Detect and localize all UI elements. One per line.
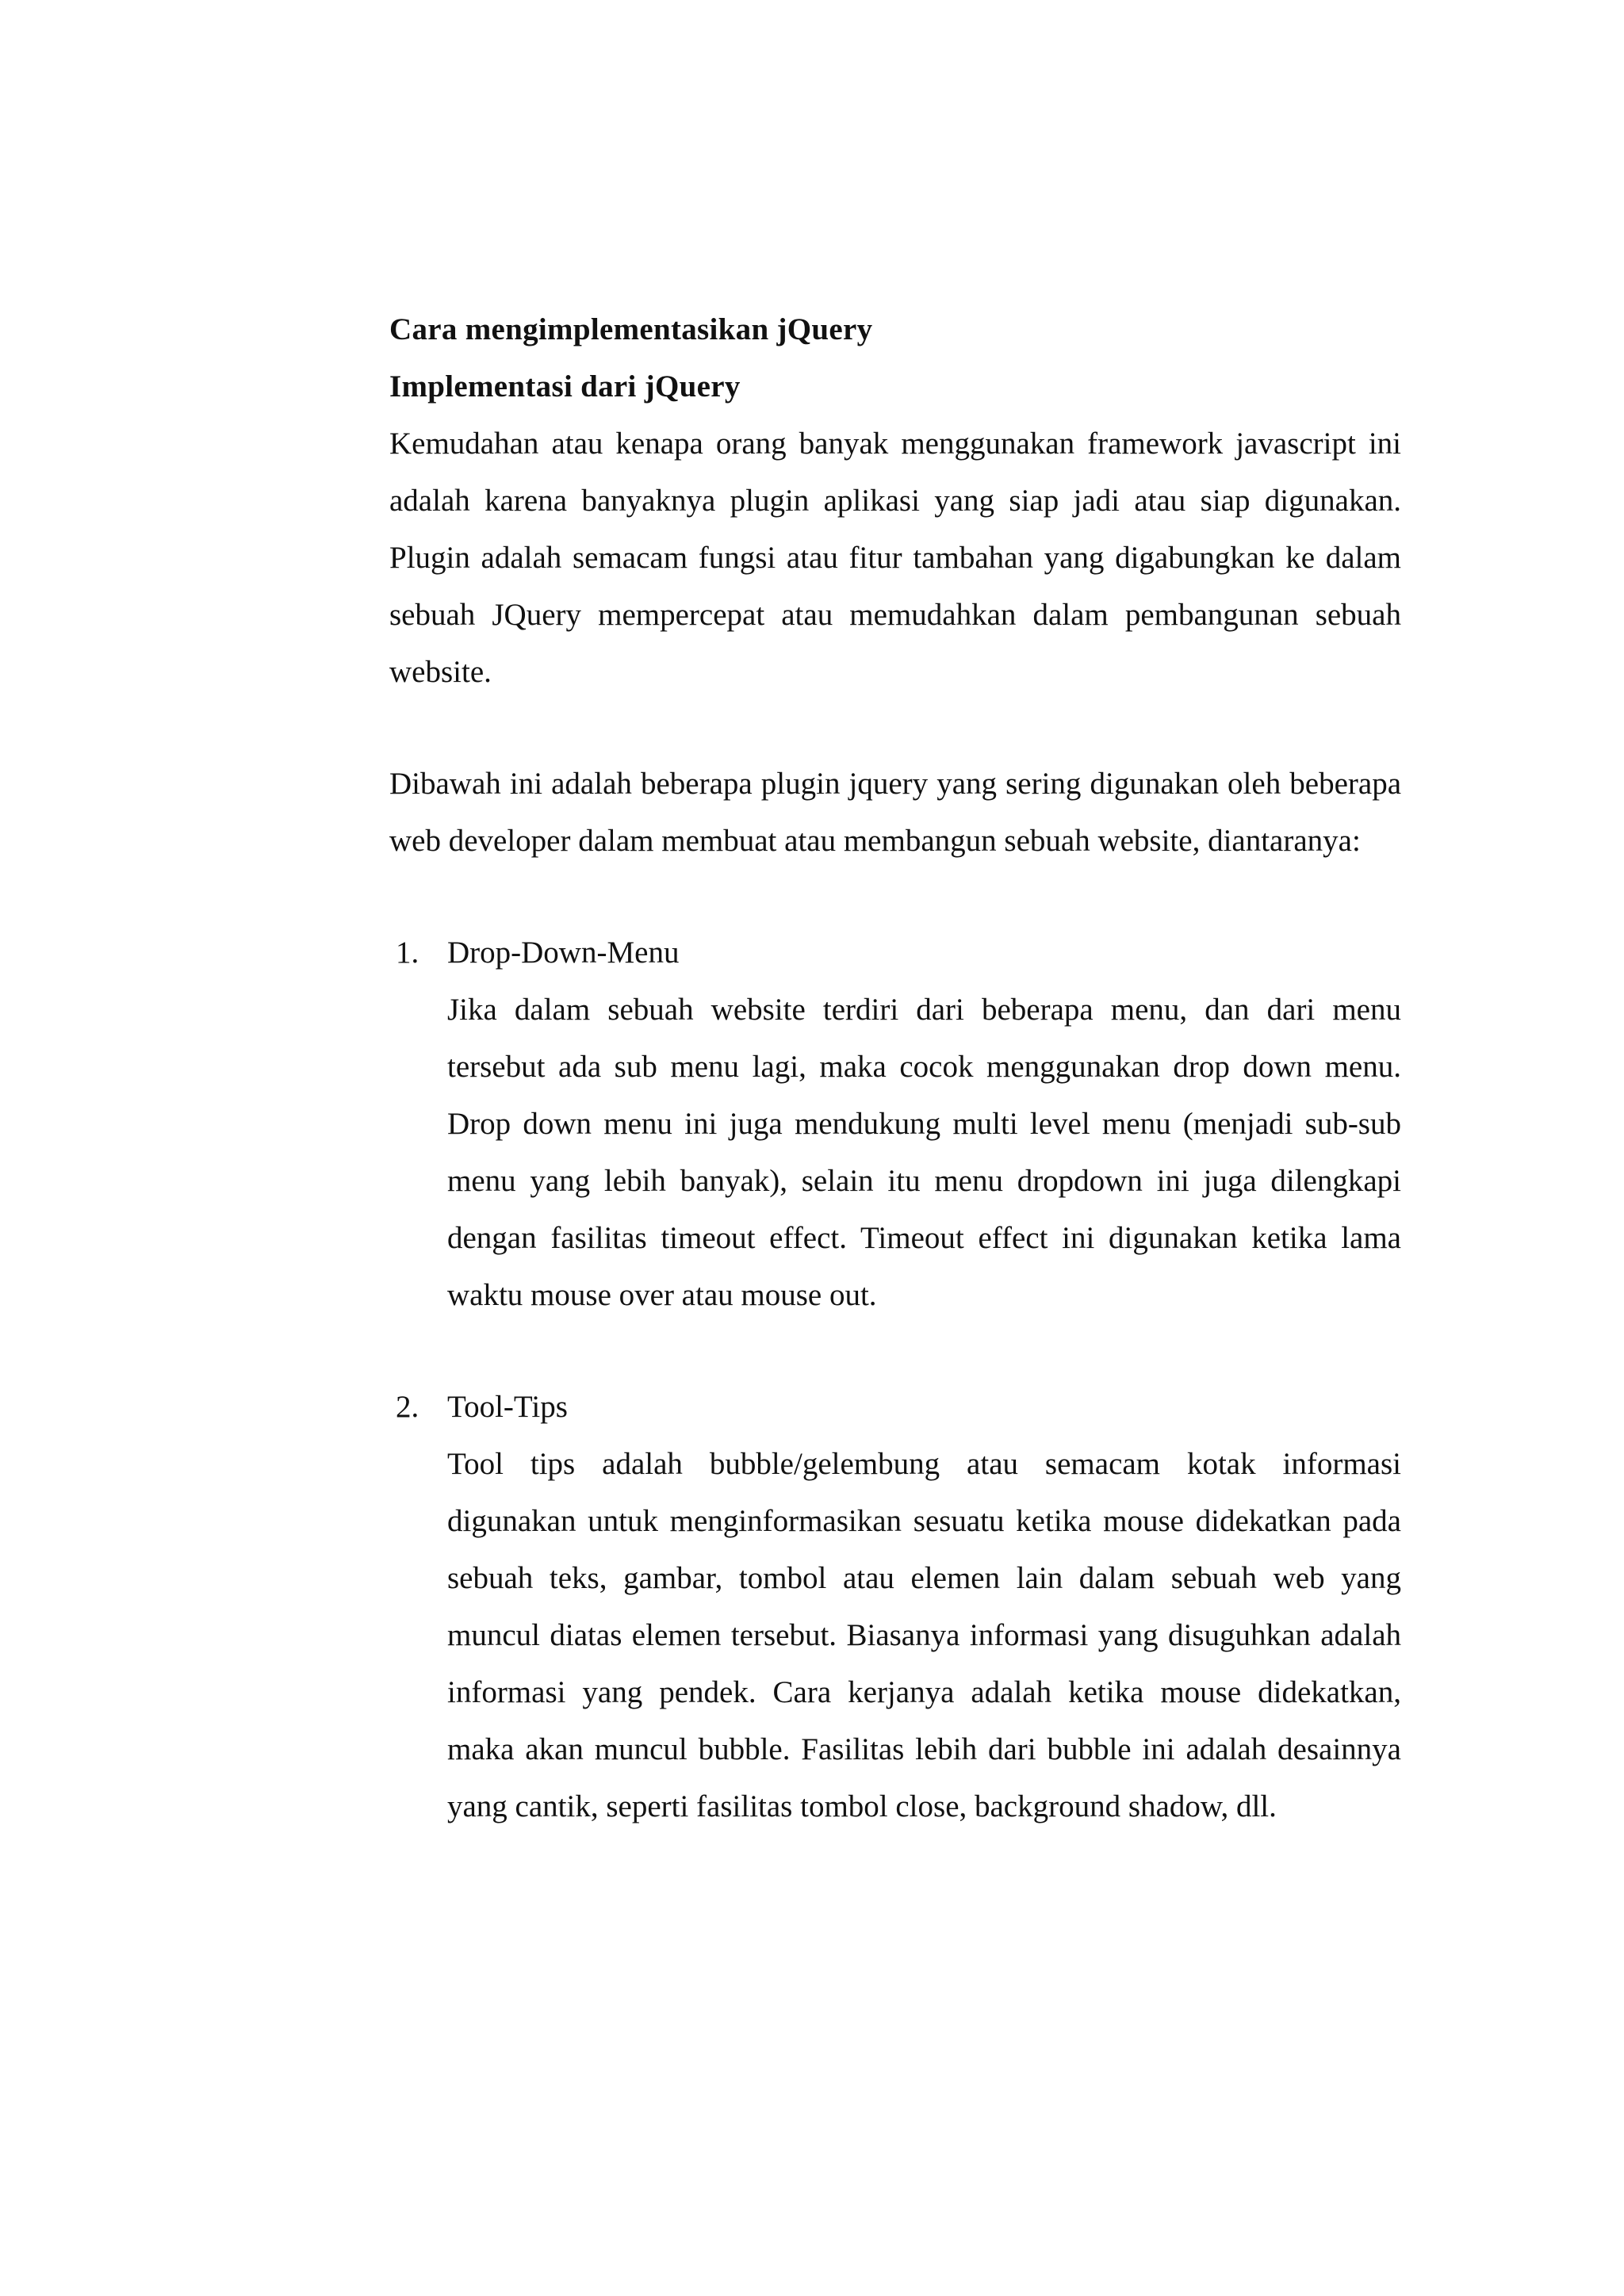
list-item-number: 1. [396,936,419,970]
plugins-intro-paragraph: Dibawah ini adalah beberapa plugin jquery yang sering digunakan oleh beberapa web developer dalam membuat atau membangun sebuah website, diantaranya: [389,767,1401,858]
list-item-title: Drop-Down-Menu [447,936,680,970]
list-item [389,1379,1401,1835]
list-item-number: 2. [396,1390,419,1424]
list-item-body: Jika dalam sebuah website terdiri dari beberapa menu, dan dari menu tersebut ada sub menu lagi, maka cocok menggunakan drop down menu. Drop down menu ini juga mendukung multi level menu (menjadi sub-sub menu yang lebih banyak), selain itu menu dropdown ini juga dilengkapi dengan fasilitas timeout effect. Timeout effect ini digunakan ketika lama waktu mouse over atau mouse out. [447,993,1401,1312]
subsection-heading: Implementasi dari jQuery [389,369,741,404]
list-spacer [389,1324,1401,1379]
paragraph-spacer [389,870,1401,924]
list-item [389,924,1401,1324]
document-content [389,301,1401,1835]
list-item-body: Tool tips adalah bubble/gelembung atau semacam kotak informasi digunakan untuk menginformasikan sesuatu ketika mouse didekatkan pada sebuah teks, gambar, tombol atau elemen lain dalam sebuah web yang muncul diatas elemen tersebut. Biasanya informasi yang disuguhkan adalah informasi yang pendek. Cara kerjanya adalah ketika mouse didekatkan, maka akan muncul bubble. Fasilitas lebih dari bubble ini adalah desainnya yang cantik, seperti fasilitas tombol close, background shadow, dll. [447,1447,1401,1823]
paragraph-spacer [389,701,1401,756]
intro-paragraph: Kemudahan atau kenapa orang banyak menggunakan framework javascript ini adalah karena banyaknya plugin aplikasi yang siap jadi atau siap digunakan. Plugin adalah semacam fungsi atau fitur tambahan yang digabungkan ke dalam sebuah JQuery mempercepat atau memudahkan dalam pembangunan sebuah website. [389,427,1401,689]
plugin-list [389,924,1401,1835]
list-item-title: Tool-Tips [447,1390,568,1424]
section-heading: Cara mengimplementasikan jQuery [389,312,873,346]
